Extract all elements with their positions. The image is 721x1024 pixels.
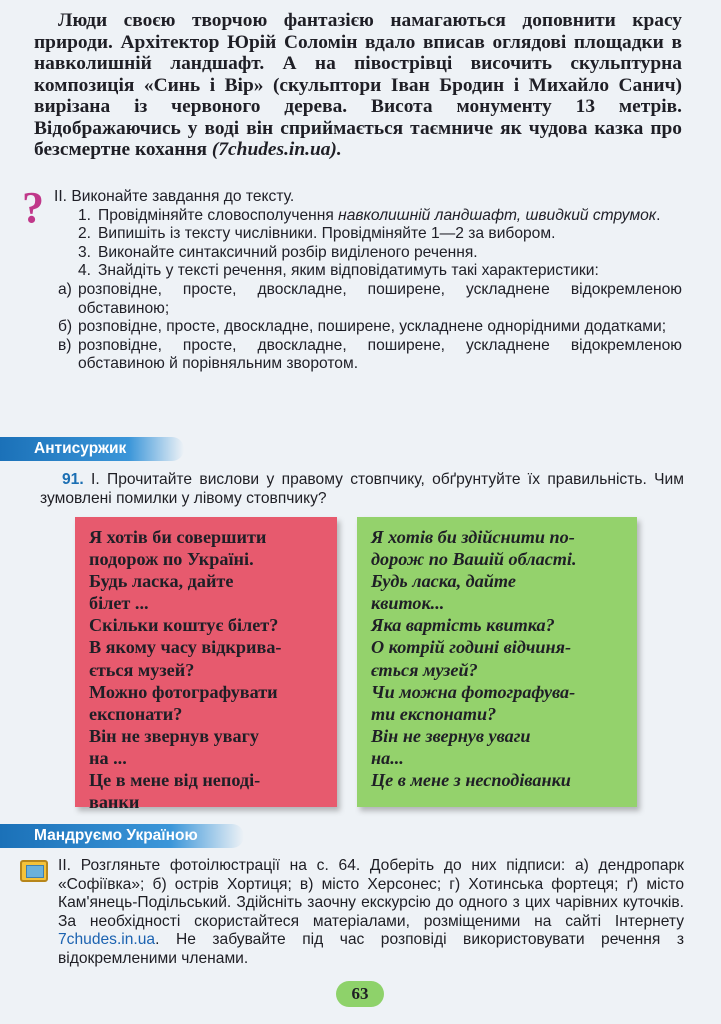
task-text-italic: навколишній ландшафт, швидкий струмок — [338, 206, 657, 224]
question-mark-icon: ? — [22, 183, 44, 232]
wrong-phrase-line: на ... — [89, 747, 127, 768]
subitem-letter: в) — [58, 336, 72, 354]
correct-phrase-line: Яка вартість квитка? — [371, 615, 555, 636]
subitem-text: розповідне, просте, двоскладне, поширене, ускладнене відокремленою обставиною; — [78, 280, 682, 317]
website-link[interactable]: 7chudes.in.ua — [58, 931, 156, 949]
wrong-phrase-line: білет ... — [89, 593, 149, 614]
correct-phrase-line: ється музей? — [371, 659, 478, 680]
task-item — [78, 225, 682, 244]
wrong-phrase-line: подорож по Україні. — [89, 549, 254, 570]
wrong-phrase-line: ванки — [89, 792, 140, 813]
task-subitem — [58, 318, 682, 337]
correct-phrases-card — [357, 517, 637, 807]
correct-phrase-line: О котрій годині відчиня- — [371, 637, 572, 658]
travel-exercise — [58, 857, 684, 969]
task-item — [78, 207, 682, 226]
wrong-phrase-line: Він не звернув увагу — [89, 725, 259, 746]
task-subitem — [58, 337, 682, 374]
task-number: 4. — [78, 262, 92, 280]
wrong-phrase-line: Я хотів би совершити — [89, 527, 267, 547]
correct-phrase-line: дорож по Вашій області. — [371, 549, 577, 570]
task-number: 2. — [78, 225, 92, 243]
subitem-letter: а) — [58, 280, 72, 298]
correct-phrase-line: Чи можна фотографува- — [371, 681, 576, 702]
task-number: 3. — [78, 243, 92, 261]
exercise-text: І. Прочитайте вислови у правому стовпчику, обґрунтуйте їх правильність. Чим зумовлені помилки у лівому стовпчику? — [40, 471, 684, 507]
task-item — [78, 244, 682, 263]
correct-phrase-line: Він не звернув уваги — [371, 725, 531, 746]
task-item — [78, 262, 682, 281]
task-text — [98, 207, 682, 226]
correct-phrase-line: Будь ласка, дайте — [371, 571, 516, 592]
correct-phrase-line: Це в мене з несподіванки — [371, 770, 571, 791]
page-number — [336, 981, 384, 1007]
subitem-letter: б) — [58, 318, 73, 336]
correct-phrase-line: квиток... — [371, 593, 445, 614]
subitem-text: розповідне, просте, двоскладне, поширене, ускладнене однорідними додатками; — [78, 318, 667, 336]
correct-phrase-line: ти експонати? — [371, 703, 497, 724]
task-heading — [54, 188, 682, 207]
task-text: Випишіть із тексту числівники. Провідміняйте 1—2 за вибором. — [98, 225, 556, 243]
wrong-phrase-line: В якому часу відкрива- — [89, 637, 282, 658]
correct-phrase-line: Я хотів би здійснити по- — [371, 527, 575, 547]
wrong-phrase-line: експонати? — [89, 703, 183, 724]
travel-text: ІІ. Розгляньте фотоілюстрації на с. 64. Доберіть до них підписи: а) дендропарк «Софіївка»; б) острів Хортиця; в) місто Херсонес; г) Хотинська фортеця; ґ) місто Кам'янець-Подільський. Здійсніть заочну екскурсію до одного з цих чарівних куточків. За необхідності скористайтеся матеріалами, розміщеними на сайті Інтернету — [58, 857, 684, 930]
task-heading-text: II. Виконайте завдання до тексту. — [54, 188, 295, 205]
task-text-part: . — [656, 206, 661, 224]
travel-text-end: . Не забувайте під час розповіді використовувати речення з відокремленими членами. — [58, 931, 684, 967]
wrong-phrase-line: Можно фотографувати — [89, 681, 278, 702]
correct-phrase-line: на... — [371, 747, 404, 768]
wrong-phrase-line: Будь ласка, дайте — [89, 571, 234, 592]
monitor-icon — [20, 860, 48, 882]
wrong-phrases-card — [75, 517, 337, 813]
wrong-phrase-line: ється музей? — [89, 659, 195, 680]
page-number-text: 63 — [351, 984, 369, 1003]
task-text-part: Провідміняйте словосполучення — [98, 206, 339, 224]
task-number: 1. — [78, 206, 92, 224]
intro-source: (7chudes.in.ua). — [211, 139, 342, 160]
task-text: Виконайте синтаксичний розбір виділеного речення. — [98, 243, 478, 261]
travel-label: Мандруємо Україною — [34, 827, 198, 844]
task-subitem — [58, 281, 682, 318]
exercise-number: 91. — [62, 471, 84, 488]
antisurzhyk-label: Антисуржик — [34, 440, 127, 457]
intro-paragraph — [34, 10, 682, 161]
exercise-91 — [40, 471, 684, 508]
subitem-text: розповідне, просте, двоскладне, поширене, ускладнене відокремленою обставиною й порівняльним зворотом. — [78, 336, 682, 373]
task-text: Знайдіть у тексті речення, яким відповідатимуть такі характеристики: — [98, 262, 599, 280]
wrong-phrase-line: Скільки коштує білет? — [89, 615, 279, 636]
travel-banner — [0, 824, 244, 848]
task-list — [54, 188, 682, 374]
wrong-phrase-line: Це в мене від неподі- — [89, 770, 261, 791]
antisurzhyk-banner — [0, 437, 184, 461]
intro-text: Люди своєю творчою фантазією намагаються доповнити красу природи. Архітектор Юрій Соломін вдало вписав оглядові площадки в навколишній ландшафт. А на півострівці височить скульптурна композиція «Синь і Вір» (скульптори Іван Бродин і Михайло Санич) вирізана із червоного дерева. Висота монументу 13 метрів. Відображаючись у воді він сприймається таємниче як чудова казка про безсмертне кохання — [34, 10, 682, 160]
